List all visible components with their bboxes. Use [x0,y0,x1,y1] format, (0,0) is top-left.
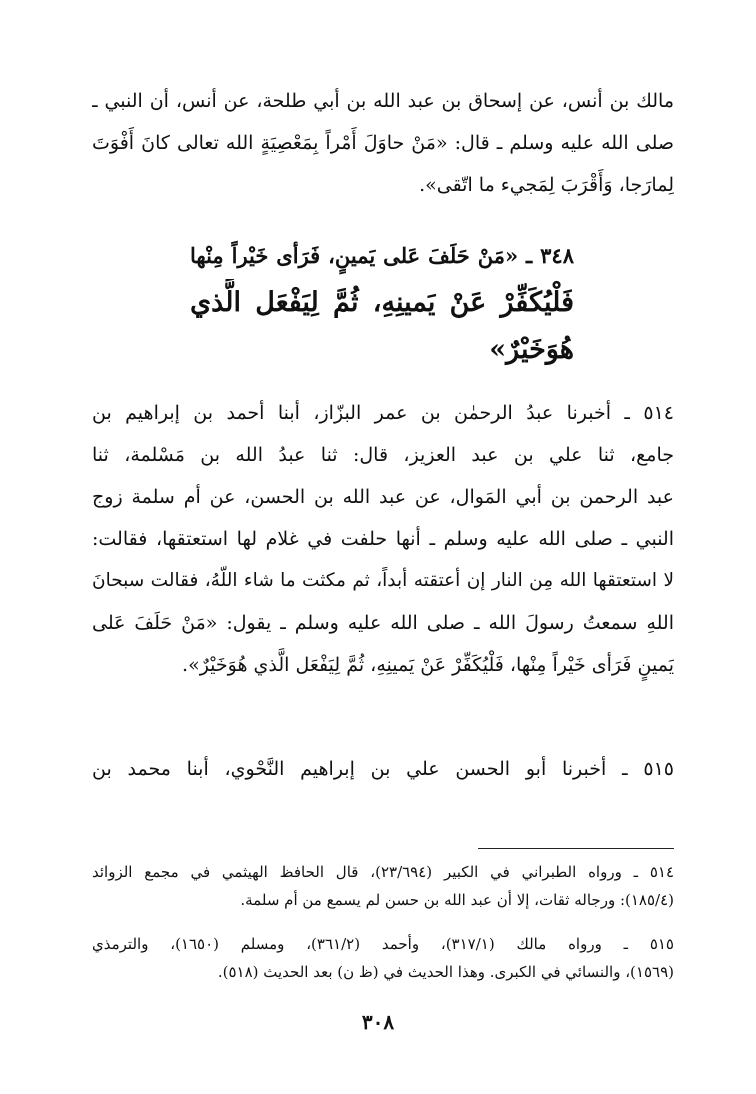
text-line: لِمارَجا، وَأَقْرَبَ لِمَجيء ما اتّقى». [419,174,674,196]
hadith-heading [190,232,574,373]
text-line: جامع، ثنا علي بن عبد العزيز، قال: ثنا عبدُ الله بن مَسْلمة، ثنا [92,444,674,466]
footnote-514 [92,858,674,914]
page-number: ٣٠٨ [361,1010,395,1034]
text-line: لا استعتقها الله مِن النار إن أعتقته أبداً، ثم مكثت ما شاء اللّهُ، فقالت سبحانَ [92,570,674,591]
text-line: النبي ـ صلى الله عليه وسلم ـ أنها حلفت في غلام لها استعتقها، فقالت: [92,528,674,550]
footnote-line: (١٥٦٩)، والنسائي في الكبرى. وهذا الحديث في (ظ ن) بعد الحديث (٥١٨). [217,963,674,981]
text-line: صلى الله عليه وسلم ـ قال: «مَنْ حاوَلَ أَمْراً بِمَعْصِيَةٍ الله تعالى كانَ أَفْوَتَ [92,132,674,154]
footnote-line: (١٨٥/٤): ورجاله ثقات، إلا أن عبد الله بن حسن لم يسمع من أم سلمة. [240,891,674,909]
heading-line: هُوَخَيْرٌ» [489,334,574,365]
text-line: ٥١٥ ـ أخبرنا أبو الحسن علي بن إبراهيم النَّحْوي، أبنا محمد بن [92,758,674,780]
text-line: يَمينٍ فَرَأى خَيْراً مِنْها، فَلْيُكَفِّرْ عَنْ يَمينِهِ، ثُمَّ لِيَفْعَل الَّذي هُوَخَيْرٌ». [182,654,674,676]
footnote-divider [478,848,674,849]
paragraph-515 [92,748,674,790]
text-line: ٥١٤ ـ أخبرنا عبدُ الرحمٰن بن عمر البزّاز، أبنا أحمد بن إبراهيم بن [92,402,674,424]
heading-line: فَلْيُكَفِّرْ عَنْ يَمينِهِ، ثُمَّ لِيَفْعَل الَّذي [190,287,574,318]
footnote-line: ٥١٤ ـ ورواه الطبراني في الكبير (٢٣/٦٩٤)، قال الحافظ الهيثمي في مجمع الزوائد [92,863,674,881]
text-line: مالك بن أنس، عن إسحاق بن عبد الله بن أبي طلحة، عن أنس، أن النبي ـ [92,90,674,112]
intro-paragraph [92,80,674,206]
heading-line: ٣٤٨ ـ «مَنْ حَلَفَ عَلى يَمينٍ، فَرَأى خَيْراً مِنْها [190,243,574,268]
paragraph-514 [92,392,674,686]
text-line: عبد الرحمن بن أبي المَوال، عن عبد الله بن الحسن، عن أم سلمة زوج [92,486,674,508]
text-line: اللهِ سمعتُ رسولَ الله ـ صلى الله عليه وسلم ـ يقول: «مَنْ حَلَفَ عَلى [92,612,674,634]
footnote-515 [92,930,674,986]
footnote-line: ٥١٥ ـ ورواه مالك (٣١٧/١)، وأحمد (٣٦١/٢)، ومسلم (١٦٥٠)، والترمذي [92,935,674,953]
